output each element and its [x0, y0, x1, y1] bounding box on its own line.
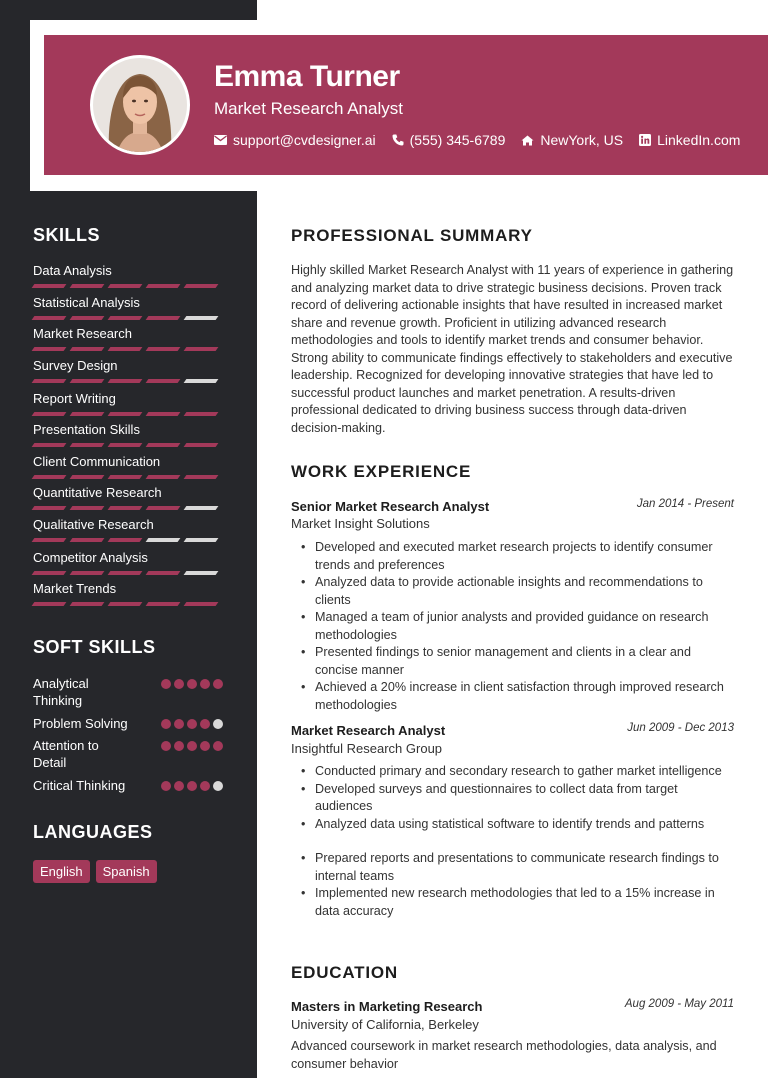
- skill-rating: [33, 347, 223, 351]
- skill-rating-bar: [108, 347, 143, 351]
- skill-item: [33, 391, 223, 416]
- skill-rating-bar: [32, 316, 67, 320]
- skill-rating-bar: [184, 571, 219, 575]
- skill-rating-bar: [32, 443, 67, 447]
- work-experience-heading: WORK EXPERIENCE: [291, 462, 472, 481]
- soft-skill-rating-dot: [200, 781, 210, 791]
- skill-rating-bar: [108, 443, 143, 447]
- soft-skill-rating-dot: [174, 719, 184, 729]
- job-bullet: • Presented findings to senior management and clients in a clear and concise manner: [291, 644, 736, 679]
- skill-rating-bar: [108, 284, 143, 288]
- soft-skill-rating: [158, 741, 223, 771]
- skill-rating-bar: [32, 571, 67, 575]
- summary-heading: PROFESSIONAL SUMMARY: [291, 226, 533, 245]
- skill-rating-bar: [32, 475, 67, 479]
- job-title: Senior Market Research Analyst: [291, 499, 490, 514]
- skill-item: [33, 581, 223, 606]
- education-description: Advanced coursework in market research methodologies, data analysis, and consumer behavior: [291, 1039, 717, 1071]
- skill-rating-bar: [70, 316, 105, 320]
- candidate-role: Market Research Analyst: [214, 99, 403, 118]
- soft-skill-rating: [158, 679, 223, 709]
- skill-rating-bar: [108, 571, 143, 575]
- skill-rating-bar: [108, 506, 143, 510]
- contact-linkedin[interactable]: [639, 132, 740, 148]
- soft-skill-rating-dot: [161, 679, 171, 689]
- soft-skill-rating-dot: [161, 719, 171, 729]
- skill-item: [33, 295, 223, 320]
- soft-skill-item: [33, 777, 223, 794]
- skill-item: [33, 550, 223, 575]
- skill-rating-bar: [184, 347, 219, 351]
- soft-skill-rating-dot: [187, 781, 197, 791]
- skill-item: [33, 263, 223, 288]
- skill-rating: [33, 316, 223, 320]
- email-text: support@cvdesigner.ai: [233, 132, 376, 148]
- skill-rating-bar: [108, 316, 143, 320]
- skill-label: Qualitative Research: [33, 517, 154, 532]
- contact-phone[interactable]: [392, 132, 506, 148]
- phone-icon: [392, 134, 404, 146]
- soft-skill-rating-dot: [187, 719, 197, 729]
- soft-skill-rating-dot: [187, 679, 197, 689]
- skill-rating-bar: [32, 602, 67, 606]
- skill-rating-bar: [146, 412, 181, 416]
- skill-rating: [33, 538, 223, 542]
- skill-label: Data Analysis: [33, 263, 112, 278]
- skill-rating: [33, 571, 223, 575]
- skill-rating: [33, 412, 223, 416]
- skill-rating-bar: [32, 347, 67, 351]
- skill-rating-bar: [70, 475, 105, 479]
- skill-label: Presentation Skills: [33, 422, 140, 437]
- skill-rating: [33, 379, 223, 383]
- skill-rating: [33, 506, 223, 510]
- skill-rating-bar: [70, 538, 105, 542]
- job-bullets: [291, 539, 736, 714]
- skill-rating-bar: [184, 506, 219, 510]
- skill-label: Quantitative Research: [33, 485, 162, 500]
- education-heading: EDUCATION: [291, 963, 398, 982]
- skill-rating-bar: [146, 284, 181, 288]
- soft-skill-rating-dot: [213, 741, 223, 751]
- skill-label: Market Trends: [33, 581, 117, 596]
- job-title: Market Research Analyst: [291, 723, 446, 738]
- skill-rating-bar: [32, 284, 67, 288]
- job-bullet: • Implemented new research methodologies that led to a 15% increase in data accuracy: [291, 885, 736, 920]
- profile-photo: [90, 55, 190, 155]
- phone-text: (555) 345-6789: [409, 132, 506, 148]
- soft-skills-heading: SOFT SKILLS: [33, 637, 156, 657]
- skill-item: [33, 326, 223, 351]
- job-bullets: [291, 763, 736, 920]
- contact-location: [521, 132, 623, 148]
- language-tag: English: [33, 860, 90, 883]
- job-bullet: • Prepared reports and presentations to communicate research findings to internal teams: [291, 850, 736, 885]
- skill-label: Client Communication: [33, 454, 161, 469]
- skill-rating-bar: [184, 412, 219, 416]
- job-bullet: • Developed surveys and questionnaires to collect data from target audiences: [291, 781, 736, 816]
- skill-rating: [33, 475, 223, 479]
- soft-skill-label: Critical Thinking: [33, 778, 126, 793]
- skill-rating-bar: [184, 379, 219, 383]
- job-bullet: • Managed a team of junior analysts and provided guidance on research methodologies: [291, 609, 736, 644]
- skill-rating-bar: [146, 475, 181, 479]
- job-bullet: • Achieved a 20% increase in client satisfaction through improved research methodologies: [291, 679, 736, 714]
- skill-rating-bar: [70, 506, 105, 510]
- skill-rating-bar: [70, 443, 105, 447]
- soft-skill-rating-dot: [174, 781, 184, 791]
- skill-rating-bar: [184, 443, 219, 447]
- skill-item: [33, 358, 223, 383]
- soft-skill-rating: [158, 781, 223, 794]
- soft-skill-rating-dot: [200, 719, 210, 729]
- soft-skill-rating: [158, 719, 223, 732]
- skill-rating-bar: [184, 538, 219, 542]
- job-company: Insightful Research Group: [291, 741, 443, 756]
- soft-skill-rating-dot: [161, 741, 171, 751]
- skill-rating-bar: [70, 571, 105, 575]
- skills-heading: SKILLS: [33, 225, 101, 245]
- languages-heading: LANGUAGES: [33, 822, 153, 842]
- skill-rating-bar: [184, 316, 219, 320]
- school-name: University of California, Berkeley: [291, 1017, 479, 1032]
- skill-rating-bar: [70, 412, 105, 416]
- soft-skill-rating-dot: [161, 781, 171, 791]
- soft-skill-rating-dot: [174, 679, 184, 689]
- skill-item: [33, 485, 223, 510]
- job-company: Market Insight Solutions: [291, 516, 430, 531]
- skill-item: [33, 517, 223, 542]
- skill-rating-bar: [184, 284, 219, 288]
- job-bullet: • Developed and executed market research projects to identify consumer trends and preferences: [291, 539, 736, 574]
- skill-rating-bar: [146, 316, 181, 320]
- contact-email[interactable]: [214, 132, 376, 148]
- skill-rating-bar: [32, 412, 67, 416]
- skill-rating-bar: [108, 412, 143, 416]
- soft-skill-item: [33, 715, 223, 732]
- skill-item: [33, 454, 223, 479]
- skill-rating-bar: [108, 379, 143, 383]
- soft-skill-label: Analytical Thinking: [33, 676, 89, 708]
- skill-rating-bar: [146, 602, 181, 606]
- skill-label: Statistical Analysis: [33, 295, 140, 310]
- skill-label: Market Research: [33, 326, 132, 341]
- skill-label: Competitor Analysis: [33, 550, 148, 565]
- skill-item: [33, 422, 223, 447]
- skill-rating: [33, 443, 223, 447]
- skill-rating-bar: [32, 379, 67, 383]
- skill-rating-bar: [146, 506, 181, 510]
- soft-skill-rating-dot: [213, 781, 223, 791]
- envelope-icon: [214, 135, 227, 145]
- soft-skill-item: [33, 737, 223, 771]
- job-bullet: • Analyzed data to provide actionable insights and recommendations to clients: [291, 574, 736, 609]
- contact-bar: [214, 132, 756, 148]
- skill-rating-bar: [70, 284, 105, 288]
- location-text: NewYork, US: [540, 132, 624, 148]
- skill-rating-bar: [70, 379, 105, 383]
- skill-rating-bar: [108, 602, 143, 606]
- language-tag: Spanish: [96, 860, 157, 883]
- skill-rating-bar: [32, 538, 67, 542]
- soft-skill-rating-dot: [200, 741, 210, 751]
- skill-rating-bar: [146, 538, 181, 542]
- skill-rating-bar: [146, 347, 181, 351]
- languages-list: [33, 860, 163, 883]
- soft-skill-item: [33, 675, 223, 709]
- skill-rating-bar: [108, 475, 143, 479]
- job-bullet: • Analyzed data using statistical software to identify trends and patterns: [291, 816, 736, 834]
- linkedin-text: LinkedIn.com: [657, 132, 741, 148]
- job-date: Jun 2009 - Dec 2013: [627, 722, 734, 734]
- candidate-name: Emma Turner: [214, 60, 400, 93]
- skill-rating: [33, 602, 223, 606]
- skill-label: Report Writing: [33, 391, 116, 406]
- skill-rating: [33, 284, 223, 288]
- linkedin-icon: [639, 134, 651, 146]
- soft-skill-rating-dot: [174, 741, 184, 751]
- skill-label: Survey Design: [33, 358, 118, 373]
- skill-rating-bar: [108, 538, 143, 542]
- soft-skill-rating-dot: [200, 679, 210, 689]
- skill-rating-bar: [184, 602, 219, 606]
- skill-rating-bar: [146, 443, 181, 447]
- education-date: Aug 2009 - May 2011: [624, 998, 734, 1010]
- soft-skill-rating-dot: [187, 741, 197, 751]
- job-date: Jan 2014 - Present: [636, 498, 734, 510]
- job-bullet: • Conducted primary and secondary research to gather market intelligence: [291, 763, 736, 781]
- skill-rating-bar: [70, 602, 105, 606]
- home-icon: [521, 135, 534, 146]
- soft-skill-label: Attention to Detail: [33, 738, 99, 770]
- soft-skill-label: Problem Solving: [33, 716, 128, 731]
- skill-rating-bar: [146, 571, 181, 575]
- skill-rating-bar: [146, 379, 181, 383]
- soft-skill-rating-dot: [213, 719, 223, 729]
- degree-title: Masters in Marketing Research: [291, 999, 483, 1014]
- summary-text: Highly skilled Market Research Analyst with 11 years of experience in gathering and analyzing market data to drive strategic business decisions. Proven track record of delivering actionable insights that have resulted in increased market share and revenue growth. Proficient in utilizing advanced research methodologies and tools to identify market trends and consumer behavior. Strong ability to communicate findings effectively to stakeholders and executive leadership. Recognized for developing innovative strategies that have led to successful product launches and market penetration. A results-driven professional dedicated to driving business success through data-driven decision-making.: [291, 263, 734, 435]
- soft-skill-rating-dot: [213, 679, 223, 689]
- skill-rating-bar: [32, 506, 67, 510]
- skill-rating-bar: [184, 475, 219, 479]
- skill-rating-bar: [70, 347, 105, 351]
